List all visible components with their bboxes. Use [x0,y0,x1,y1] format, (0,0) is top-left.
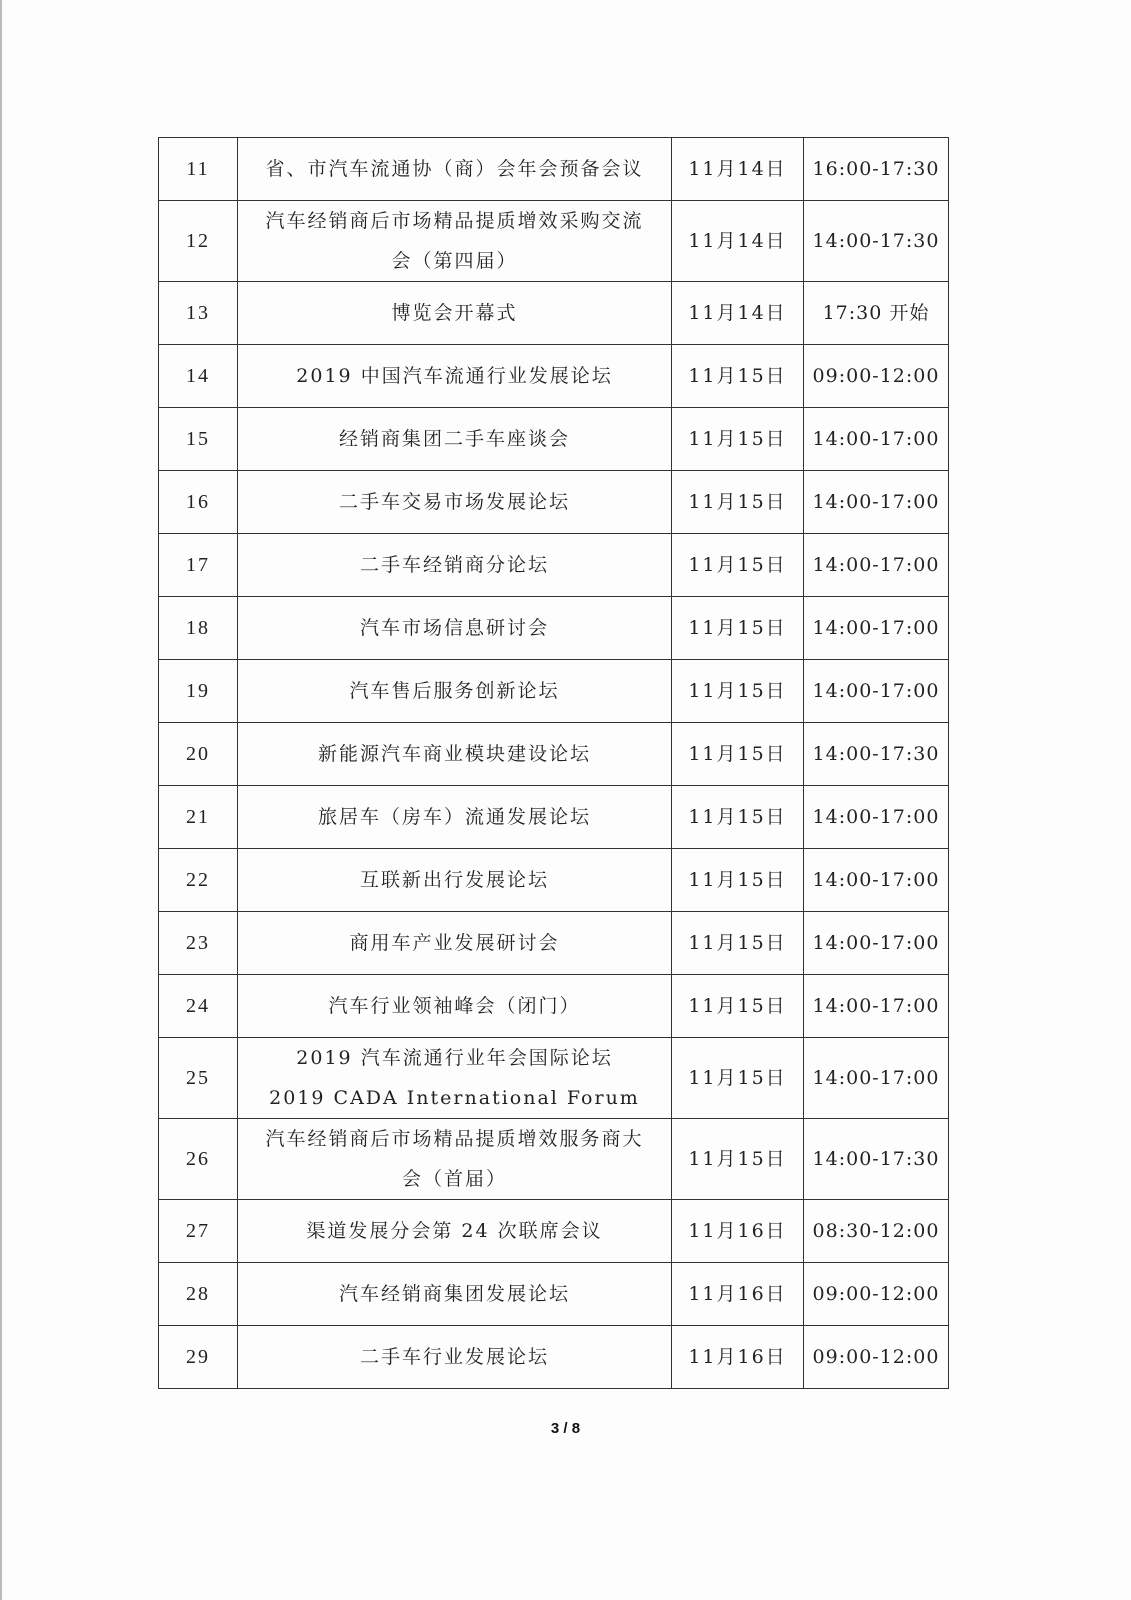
row-number: 29 [159,1326,238,1389]
event-title [238,912,672,975]
table-row [159,1200,949,1263]
event-title-line: 渠道发展分会第 24 次联席会议 [306,1220,603,1242]
event-title-line: 2019 中国汽车流通行业发展论坛 [296,365,613,387]
row-number: 13 [159,282,238,345]
event-date: 11月15日 [672,975,804,1038]
event-title-line: 汽车经销商后市场精品提质增效服务商大 [265,1128,644,1150]
event-date: 11月15日 [672,723,804,786]
event-title-line: 2019 CADA International Forum [269,1087,640,1109]
row-number: 14 [159,345,238,408]
event-time: 14:00-17:00 [804,534,949,597]
event-date: 11月15日 [672,597,804,660]
event-time: 08:30-12:00 [804,1200,949,1263]
schedule-table [158,137,949,1389]
event-title-line: 2019 汽车流通行业年会国际论坛 [296,1047,613,1069]
event-title-line: 经销商集团二手车座谈会 [338,428,570,450]
row-number: 20 [159,723,238,786]
event-date: 11月15日 [672,1038,804,1119]
event-title-line: 二手车行业发展论坛 [359,1346,549,1368]
event-date: 11月16日 [672,1263,804,1326]
event-title [238,408,672,471]
event-time: 14:00-17:30 [804,1119,949,1200]
event-date: 11月15日 [672,534,804,597]
event-title-line: 互联新出行发展论坛 [359,869,549,891]
event-title [238,138,672,201]
event-title [238,1119,672,1200]
table-row [159,912,949,975]
event-title [238,597,672,660]
event-title-line: 汽车市场信息研讨会 [359,617,549,639]
event-time: 09:00-12:00 [804,1326,949,1389]
event-date: 11月16日 [672,1326,804,1389]
event-title [238,1263,672,1326]
table-row [159,1119,949,1200]
row-number: 12 [159,201,238,282]
event-title [238,201,672,282]
row-number: 19 [159,660,238,723]
event-time: 14:00-17:00 [804,597,949,660]
row-number: 24 [159,975,238,1038]
event-title [238,786,672,849]
event-title [238,660,672,723]
event-title [238,282,672,345]
event-date: 11月15日 [672,660,804,723]
event-date: 11月15日 [672,849,804,912]
event-time: 17:30 开始 [804,282,949,345]
page-edge [0,0,2,1600]
table-row [159,1263,949,1326]
table-row [159,786,949,849]
row-number: 22 [159,849,238,912]
table-row [159,597,949,660]
event-date: 11月14日 [672,282,804,345]
table-row [159,660,949,723]
event-time: 14:00-17:00 [804,786,949,849]
event-time: 14:00-17:00 [804,408,949,471]
event-date: 11月15日 [672,912,804,975]
event-title-line: 二手车经销商分论坛 [359,554,549,576]
event-time: 09:00-12:00 [804,1263,949,1326]
event-time: 14:00-17:00 [804,912,949,975]
event-title [238,345,672,408]
table-row [159,282,949,345]
event-title-line: 新能源汽车商业模块建设论坛 [317,743,591,765]
event-date: 11月14日 [672,201,804,282]
table-row [159,408,949,471]
event-date: 11月15日 [672,408,804,471]
table-row [159,849,949,912]
event-time: 14:00-17:00 [804,660,949,723]
event-title-line: 博览会开幕式 [391,302,518,324]
event-title-line: 汽车经销商后市场精品提质增效采购交流 [265,210,644,232]
event-title-line: 商用车产业发展研讨会 [349,932,560,954]
event-title-line: 会（第四届） [391,250,518,272]
row-number: 18 [159,597,238,660]
table-row [159,975,949,1038]
table-row [159,345,949,408]
event-title [238,849,672,912]
schedule-table-body [159,138,949,1389]
event-time: 14:00-17:00 [804,975,949,1038]
event-title [238,1326,672,1389]
event-title [238,975,672,1038]
table-row [159,138,949,201]
event-date: 11月15日 [672,345,804,408]
event-time: 09:00-12:00 [804,345,949,408]
event-title [238,1038,672,1119]
event-date: 11月16日 [672,1200,804,1263]
event-title [238,1200,672,1263]
event-title [238,471,672,534]
table-row [159,1326,949,1389]
page-number: 3 / 8 [550,1420,581,1437]
table-row [159,471,949,534]
row-number: 23 [159,912,238,975]
table-row [159,723,949,786]
table-row [159,1038,949,1119]
event-time: 14:00-17:30 [804,723,949,786]
row-number: 26 [159,1119,238,1200]
event-title-line: 省、市汽车流通协（商）会年会预备会议 [265,158,644,180]
event-date: 11月15日 [672,786,804,849]
table-row [159,534,949,597]
event-title-line: 汽车售后服务创新论坛 [349,680,560,702]
row-number: 11 [159,138,238,201]
event-title-line: 会（首届） [401,1168,507,1190]
event-title [238,723,672,786]
row-number: 15 [159,408,238,471]
event-date: 11月14日 [672,138,804,201]
event-title-line: 汽车行业领袖峰会（闭门） [328,995,581,1017]
table-row [159,201,949,282]
row-number: 16 [159,471,238,534]
event-title [238,534,672,597]
row-number: 28 [159,1263,238,1326]
event-time: 14:00-17:00 [804,471,949,534]
event-title-line: 旅居车（房车）流通发展论坛 [317,806,591,828]
row-number: 27 [159,1200,238,1263]
event-date: 11月15日 [672,471,804,534]
event-time: 14:00-17:00 [804,849,949,912]
row-number: 17 [159,534,238,597]
event-title-line: 二手车交易市场发展论坛 [338,491,570,513]
row-number: 21 [159,786,238,849]
event-date: 11月15日 [672,1119,804,1200]
row-number: 25 [159,1038,238,1119]
event-time: 14:00-17:30 [804,201,949,282]
event-time: 16:00-17:30 [804,138,949,201]
event-title-line: 汽车经销商集团发展论坛 [338,1283,570,1305]
event-time: 14:00-17:00 [804,1038,949,1119]
